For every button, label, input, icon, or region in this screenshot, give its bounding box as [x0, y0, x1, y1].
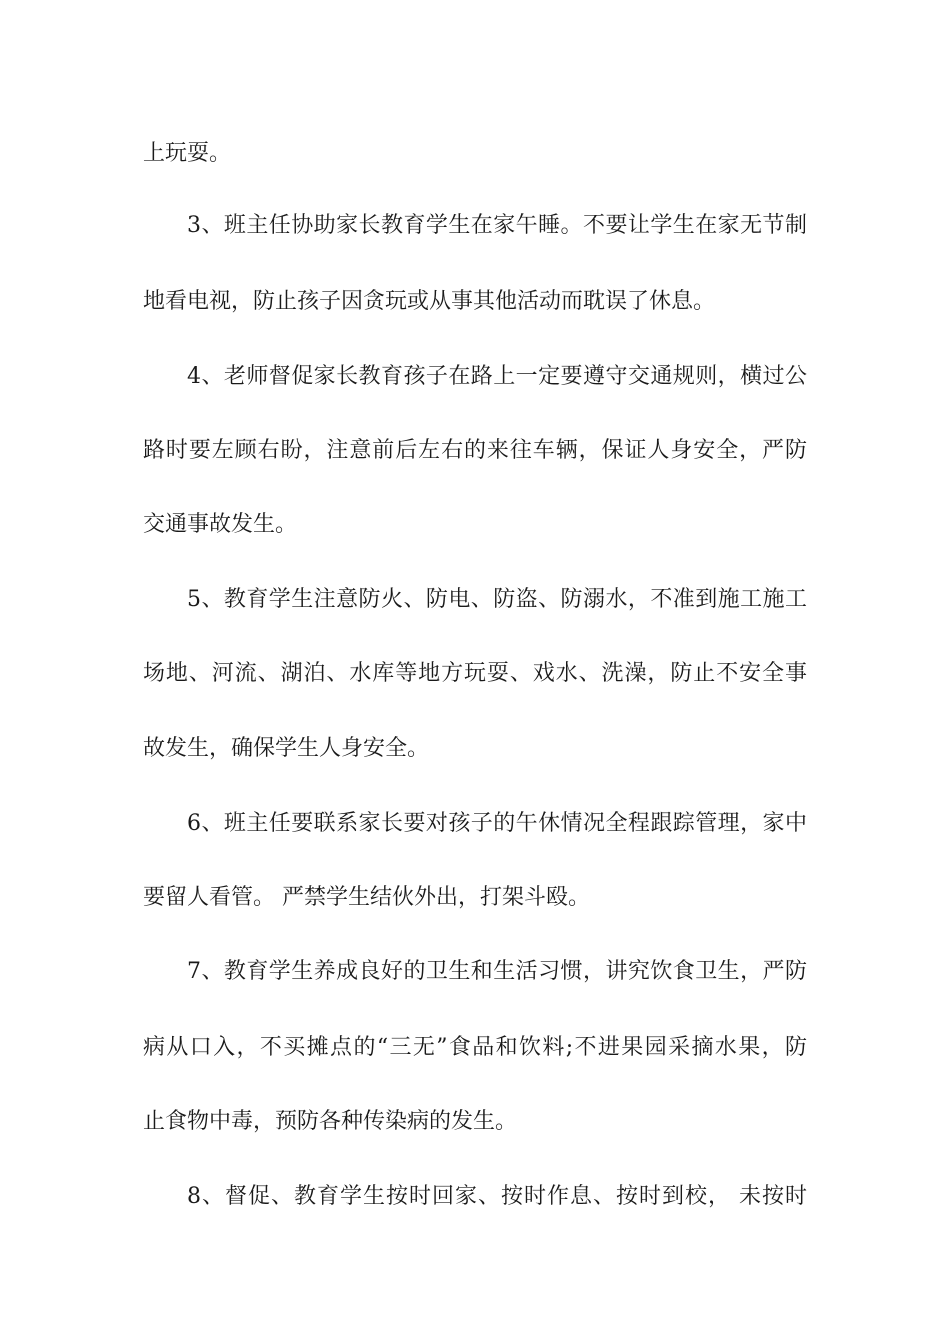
paragraph-5-line-3: 故发生，确保学生人身安全。	[143, 736, 430, 761]
paragraph-5-line-1: 5、教育学生注意防火、防电、防盗、防溺水，不准到施工施工	[187, 587, 807, 612]
paragraph-3-line-1: 3、班主任协助家长教育学生在家午睡。不要让学生在家无节制	[187, 213, 807, 238]
paragraph-7-line-2: 病从口入，不买摊点的“三无”食品和饮料;不进果园采摘水果，防	[143, 1035, 807, 1060]
paragraph-6-line-2: 要留人看管。 严禁学生结伙外出，打架斗殴。	[143, 885, 590, 910]
text-line-1: 上玩耍。	[143, 141, 232, 166]
paragraph-4-line-2: 路时要左顾右盼，注意前后左右的来往车辆，保证人身安全，严防	[143, 438, 807, 463]
paragraph-4-line-3: 交通事故发生。	[143, 512, 298, 537]
paragraph-3-line-2: 地看电视，防止孩子因贪玩或从事其他活动而耽误了休息。	[143, 289, 716, 314]
paragraph-8-line-1: 8、督促、教育学生按时回家、按时作息、按时到校， 未按时	[187, 1184, 807, 1209]
paragraph-7-line-3: 止食物中毒，预防各种传染病的发生。	[143, 1109, 518, 1134]
paragraph-6-line-1: 6、班主任要联系家长要对孩子的午休情况全程跟踪管理，家中	[187, 811, 807, 836]
paragraph-5-line-2: 场地、河流、湖泊、水库等地方玩耍、戏水、洗澡，防止不安全事	[143, 661, 807, 686]
paragraph-4-line-1: 4、老师督促家长教育孩子在路上一定要遵守交通规则，横过公	[187, 364, 807, 389]
paragraph-7-line-1: 7、教育学生养成良好的卫生和生活习惯，讲究饮食卫生，严防	[187, 959, 807, 984]
